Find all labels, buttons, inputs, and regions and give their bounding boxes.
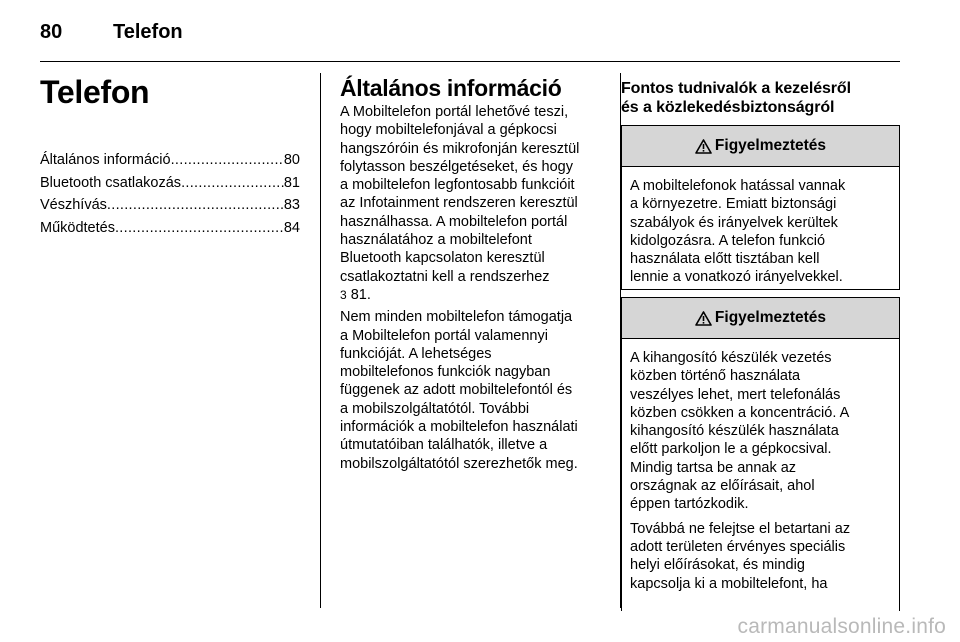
text-line: útmutatóiban találhatók, illetve a <box>340 437 548 454</box>
safety-section <box>621 79 900 117</box>
text-line: használatához a mobiltelefont <box>340 232 532 249</box>
text-line: A mobiltelefonok hatással vannak <box>630 178 846 194</box>
toc-leader-dots <box>181 172 284 195</box>
text-line: veszélyes lehet, mert telefonálás <box>630 386 841 403</box>
text-line: a mobiltelefon legfontosabb funkcióit <box>340 177 575 194</box>
text-line: Bluetooth kapcsolaton keresztül <box>340 250 545 267</box>
toc-entry[interactable] <box>40 172 300 195</box>
toc-entry[interactable] <box>40 217 300 240</box>
text-line: használata előtt tisztában kell <box>630 251 820 268</box>
warning-heading: Figyelmeztetés <box>714 309 827 326</box>
warning-triangle-icon <box>695 311 712 326</box>
text-line: A Mobiltelefon portál lehetővé teszi, <box>340 104 569 120</box>
toc-entry-page: 80 <box>283 152 300 168</box>
intro-paragraph <box>340 103 605 304</box>
safety-title-line: és a közlekedésbiztonságról <box>621 99 835 116</box>
column-divider-1 <box>320 73 321 608</box>
toc-entry-page: 84 <box>283 220 300 237</box>
cross-reference-icon: 3 <box>340 287 347 302</box>
toc-entry-page: 81 <box>283 174 300 191</box>
text-line: kidolgozásra. A telefon funkció <box>630 232 826 249</box>
text-line: mobilszolgáltatótól szerezhetők meg. <box>340 455 578 472</box>
warning-triangle-icon <box>695 139 712 154</box>
toc-leader-dots <box>115 217 284 240</box>
text-line: Mindig tartsa be annak az <box>630 459 797 476</box>
text-line: mobiltelefonos funkciók nagyban <box>340 364 551 381</box>
warning-text <box>622 167 899 287</box>
warning-header <box>622 126 899 167</box>
text-line: lennie a vonatkozó irányelvekkel. <box>630 269 843 286</box>
warning-text <box>622 339 899 593</box>
text-line: közben csökken a koncentráció. A <box>630 404 850 421</box>
running-title: Telefon <box>113 21 183 43</box>
text-line: funkcióját. A lehetséges <box>340 345 492 362</box>
text-line: csatlakoztatni kell a rendszerhez <box>340 268 550 285</box>
text-line: a Mobiltelefon portál valamennyi <box>340 327 548 344</box>
toc-entry-page: 83 <box>283 197 300 214</box>
toc-entry[interactable] <box>40 194 300 217</box>
toc-leader-dots <box>171 149 284 172</box>
chapter-title: Telefon <box>40 74 150 110</box>
text-line: előtt parkoljon le a gépkocsival. <box>630 441 832 458</box>
text-line: információk a mobiltelefon használati <box>340 419 578 436</box>
warning-box <box>621 297 900 611</box>
text-line: hogy mobiltelefonjával a gépkocsi <box>340 122 557 139</box>
text-line: folytasson beszélgetéseket, és hogy <box>340 158 573 175</box>
text-line: a mobilszolgáltatótól. További <box>340 400 530 417</box>
text-line: országnak az előírásait, ahol <box>630 478 815 495</box>
warning-header <box>622 298 899 339</box>
text-line: Nem minden mobiltelefon támogatja <box>340 309 573 326</box>
section-title: Általános információ <box>340 75 562 101</box>
text-line: kapcsolja ki a mobiltelefont, ha <box>630 575 828 592</box>
text-line: hangszóróin és mikrofonján keresztül <box>340 140 580 157</box>
toc-entry-label: Bluetooth csatlakozás <box>40 174 182 191</box>
text-line: A kihangosító készülék vezetés <box>630 350 832 366</box>
toc-entry[interactable] <box>40 149 300 172</box>
header-rule <box>40 61 900 62</box>
text-line: az Infotainment rendszeren keresztül <box>340 195 578 212</box>
text-line: adott területen érvényes speciális <box>630 538 846 555</box>
text-line: szabályok és irányelvek kerültek <box>630 214 838 231</box>
cross-reference-link[interactable]: 81. <box>350 286 371 303</box>
page-number: 80 <box>40 21 63 43</box>
general-info-section <box>340 73 605 477</box>
support-paragraph <box>340 308 605 473</box>
toc-entry-label: Vészhívás <box>40 197 107 214</box>
warning-heading: Figyelmeztetés <box>714 137 827 154</box>
text-line: éppen tartózkodik. <box>630 496 749 513</box>
text-line: a környezetre. Emiatt biztonsági <box>630 196 837 213</box>
text-line: kihangosító készülék használata <box>630 423 839 440</box>
text-line: közben történő használata <box>630 368 801 385</box>
text-line: Továbbá ne felejtse el betartani az <box>630 520 851 537</box>
toc-entry-label: Működtetés <box>40 220 115 237</box>
safety-title-line: Fontos tudnivalók a kezelésről <box>621 80 851 97</box>
toc-leader-dots <box>107 194 284 217</box>
warning-box <box>621 125 900 290</box>
text-line: használhassa. A mobiltelefon portál <box>340 213 568 230</box>
toc-entry-label: Általános információ <box>40 152 171 168</box>
text-line: függenek az adott mobiltelefontól és <box>340 382 573 399</box>
watermark: carmanualsonline.info <box>737 615 946 638</box>
table-of-contents <box>40 149 300 240</box>
text-line: helyi előírásokat, és mindig <box>630 557 805 574</box>
